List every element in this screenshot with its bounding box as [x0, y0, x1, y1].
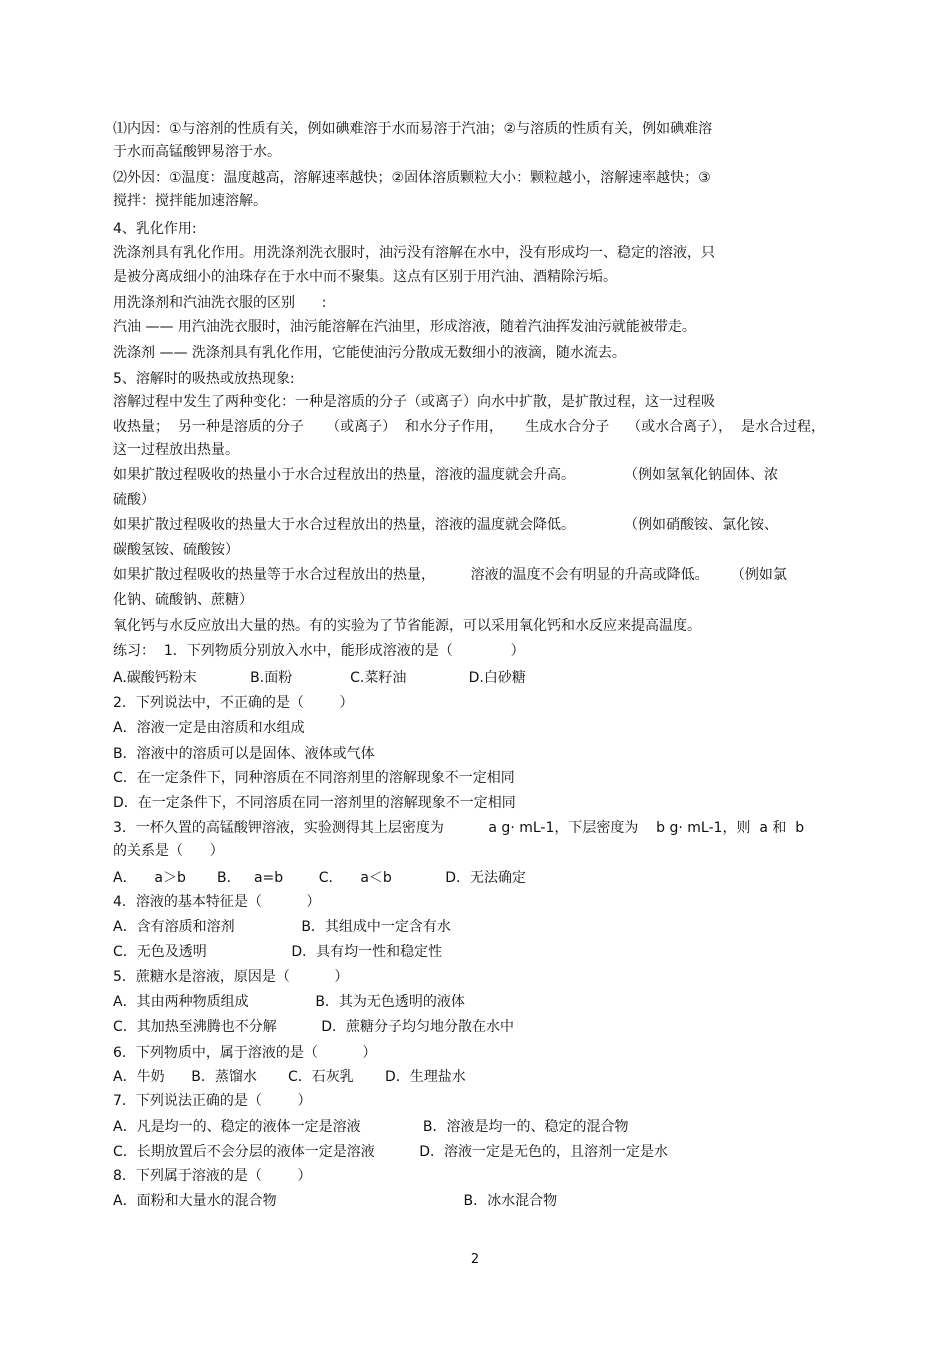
text-line: 这一过程放出热量。 [113, 442, 239, 458]
text-line: A．牛奶 B．蒸馏水 C．石灰乳 D．生理盐水 [113, 1069, 466, 1085]
text-line: 洗涤剂 —— 洗涤剂具有乳化作用，它能使油污分散成无数细小的液滴，随水流去。 [113, 345, 626, 361]
text-line: 4．溶液的基本特征是（ ） [113, 894, 321, 910]
text-line: 溶解过程中发生了两种变化：一种是溶质的分子（或离子）向水中扩散，是扩散过程，这一过程吸 [113, 394, 715, 410]
text-line: 搅拌：搅拌能加速溶解。 [113, 193, 267, 209]
text-line: 汽油 —— 用汽油洗衣服时，油污能溶解在汽油里，形成溶液，随着汽油挥发油污就能被带走。 [113, 319, 696, 335]
text-line: 碳酸氢铵、硫酸铵） [113, 542, 239, 558]
text-line: 于水而高锰酸钾易溶于水。 [113, 144, 281, 160]
text-line: C．无色及透明 D．具有均一性和稳定性 [113, 944, 443, 960]
text-line: 5、溶解时的吸热或放热现象: [113, 371, 295, 387]
text-line: 氧化钙与水反应放出大量的热。有的实验为了节省能源，可以采用氧化钙和水反应来提高温度。 [113, 618, 701, 634]
text-line: C．在一定条件下，同种溶质在不同溶剂里的溶解现象不一定相同 [113, 770, 515, 786]
text-line: A．凡是均一的、稳定的液体一定是溶液 B．溶液是均一的、稳定的混合物 [113, 1119, 629, 1135]
text-line: 6．下列物质中，属于溶液的是（ ） [113, 1045, 377, 1061]
text-line: 练习： 1．下列物质分别放入水中，能形成溶液的是（ ） [113, 643, 525, 659]
text-line: 2．下列说法中，不正确的是（ ） [113, 695, 354, 711]
text-line: D．在一定条件下，不同溶质在同一溶剂里的溶解现象不一定相同 [113, 795, 516, 811]
text-line: 4、乳化作用: [113, 221, 197, 237]
text-line: A． a＞b B． a=b C． a＜b D．无法确定 [113, 870, 526, 886]
text-line: A．含有溶质和溶剂 B．其组成中一定含有水 [113, 919, 451, 935]
text-line: A．面粉和大量水的混合物 B．冰水混合物 [113, 1193, 558, 1209]
text-line: C．其加热至沸腾也不分解 D．蔗糖分子均匀地分散在水中 [113, 1019, 515, 1035]
text-line: 如果扩散过程吸收的热量小于水合过程放出的热量，溶液的温度就会升高。 （例如氢氧化钠固体、浓 [113, 467, 778, 483]
text-line: 3．一杯久置的高锰酸钾溶液，实验测得其上层密度为 a g· mL-1，下层密度为 b g· mL-1，则 a 和 b [113, 820, 805, 836]
text-line: A．其由两种物质组成 B．其为无色透明的液体 [113, 994, 465, 1010]
text-line: 收热量； 另一种是溶质的分子 （或离子） 和水分子作用， 生成水合分子 （或水合离子）， 是水合过程， [113, 419, 826, 435]
text-line: ⑴内因：①与溶剂的性质有关，例如碘难溶于水而易溶于汽油；②与溶质的性质有关，例如碘难溶 [113, 121, 713, 137]
text-line: 如果扩散过程吸收的热量等于水合过程放出的热量， 溶液的温度不会有明显的升高或降低。 （例如氯 [113, 567, 787, 583]
text-line: A.碳酸钙粉末 B.面粉 C.菜籽油 D.白砂糖 [113, 670, 526, 686]
text-line: 的关系是（ ） [113, 843, 224, 859]
text-line: 化钠、硫酸钠、蔗糖） [113, 592, 253, 608]
text-line: B．溶液中的溶质可以是固体、液体或气体 [113, 746, 375, 762]
text-line: 如果扩散过程吸收的热量大于水合过程放出的热量，溶液的温度就会降低。 （例如硝酸铵、氯化铵、 [113, 517, 778, 533]
text-line: 8．下列属于溶液的是（ ） [113, 1168, 312, 1184]
text-line: 7．下列说法正确的是（ ） [113, 1093, 312, 1109]
text-line: C．长期放置后不会分层的液体一定是溶液 D．溶液一定是无色的，且溶剂一定是水 [113, 1144, 669, 1160]
text-line: 用洗涤剂和汽油洗衣服的区别 : [113, 295, 327, 311]
text-line: ⑵外因：①温度：温度越高，溶解速率越快；②固体溶质颗粒大小：颗粒越小，溶解速率越快；③ [113, 170, 711, 186]
text-line: 是被分离成细小的油珠存在于水中而不聚集。这点有区别于用汽油、酒精除污垢。 [113, 269, 617, 285]
text-line: 洗涤剂具有乳化作用。用洗涤剂洗衣服时，油污没有溶解在水中，没有形成均一、稳定的溶液，只 [113, 245, 715, 261]
text-line: 硫酸） [113, 492, 155, 508]
text-line: 5．蔗糖水是溶液，原因是（ ） [113, 969, 349, 985]
text-line: A．溶液一定是由溶质和水组成 [113, 720, 305, 736]
page-number: 2 [470, 1252, 480, 1267]
